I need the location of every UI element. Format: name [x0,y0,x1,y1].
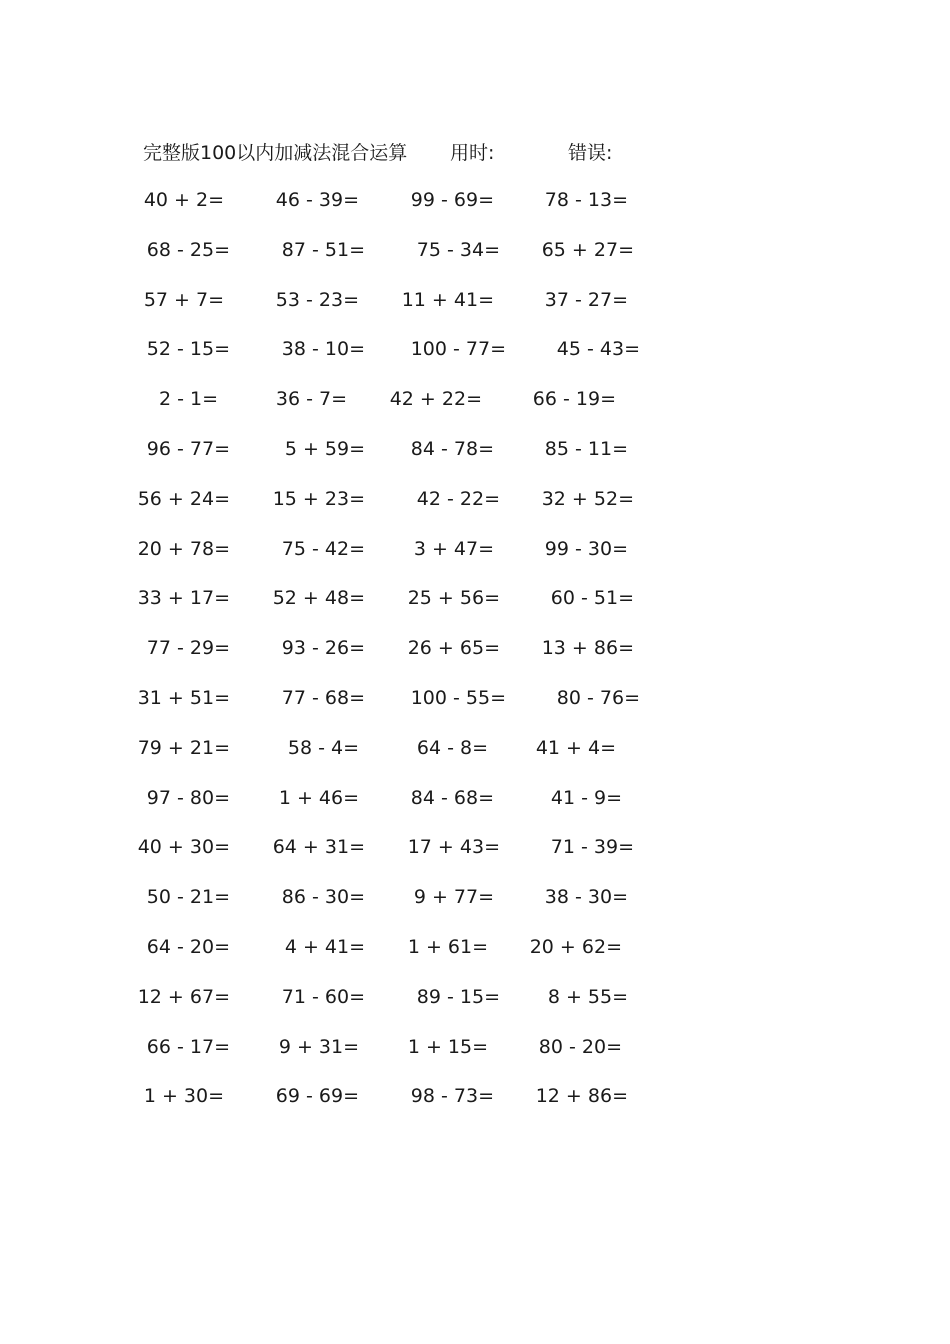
math-problem: 80 - 76= [556,687,640,709]
math-problem: 56 + 24= [137,488,230,510]
math-problem: 37 - 27= [544,289,628,311]
math-problem: 1 + 61= [407,936,488,958]
math-problem: 46 - 39= [275,189,359,211]
math-problem: 12 + 67= [137,986,230,1008]
math-problem: 75 - 34= [416,239,500,261]
math-problem: 38 - 10= [281,338,365,360]
math-problem: 17 + 43= [407,836,500,858]
math-problem: 80 - 20= [538,1036,622,1058]
math-problem: 84 - 68= [410,787,494,809]
math-problem: 100 - 55= [410,687,506,709]
math-problem: 66 - 19= [532,388,616,410]
math-problem: 25 + 56= [407,587,500,609]
math-problem: 26 + 65= [407,637,500,659]
math-problem: 69 - 69= [275,1085,359,1107]
math-problem: 79 + 21= [137,737,230,759]
math-problem: 52 + 48= [272,587,365,609]
math-problem: 53 - 23= [275,289,359,311]
math-problem: 52 - 15= [146,338,230,360]
math-problem: 40 + 30= [137,836,230,858]
math-problem: 97 - 80= [146,787,230,809]
math-problem: 1 + 15= [407,1036,488,1058]
math-problem: 71 - 39= [550,836,634,858]
math-problem: 33 + 17= [137,587,230,609]
math-problem: 5 + 59= [284,438,365,460]
math-problem: 71 - 60= [281,986,365,1008]
math-problem: 41 + 4= [535,737,616,759]
math-problem: 42 - 22= [416,488,500,510]
math-problem: 8 + 55= [547,986,628,1008]
math-problem: 64 - 8= [416,737,488,759]
math-problem: 3 + 47= [413,538,494,560]
math-problem: 9 + 31= [278,1036,359,1058]
math-problem: 20 + 78= [137,538,230,560]
math-problem: 2 - 1= [158,388,218,410]
math-problem: 64 - 20= [146,936,230,958]
math-problem: 77 - 68= [281,687,365,709]
math-problem: 13 + 86= [541,637,634,659]
math-problem: 96 - 77= [146,438,230,460]
math-problem: 41 - 9= [550,787,622,809]
math-problem: 1 + 30= [143,1085,224,1107]
math-problem: 87 - 51= [281,239,365,261]
math-problem: 38 - 30= [544,886,628,908]
math-problem: 57 + 7= [143,289,224,311]
math-problem: 84 - 78= [410,438,494,460]
math-problem: 9 + 77= [413,886,494,908]
math-problem: 36 - 7= [275,388,347,410]
math-problem: 77 - 29= [146,637,230,659]
time-label: 用时: [450,142,495,164]
math-problem: 100 - 77= [410,338,506,360]
math-problem: 93 - 26= [281,637,365,659]
math-problem: 98 - 73= [410,1085,494,1107]
math-problem: 89 - 15= [416,986,500,1008]
math-problem: 40 + 2= [143,189,224,211]
math-problem: 60 - 51= [550,587,634,609]
math-problem: 15 + 23= [272,488,365,510]
math-problem: 20 + 62= [529,936,622,958]
math-problem: 42 + 22= [389,388,482,410]
math-problem: 45 - 43= [556,338,640,360]
math-problem: 11 + 41= [401,289,494,311]
math-problem: 85 - 11= [544,438,628,460]
math-problem: 64 + 31= [272,836,365,858]
math-problem: 1 + 46= [278,787,359,809]
math-problem: 32 + 52= [541,488,634,510]
error-label: 错误: [568,142,613,164]
math-problem: 31 + 51= [137,687,230,709]
math-problem: 50 - 21= [146,886,230,908]
math-problem: 75 - 42= [281,538,365,560]
math-problem: 78 - 13= [544,189,628,211]
math-problem: 65 + 27= [541,239,634,261]
math-problem: 99 - 30= [544,538,628,560]
math-problem: 86 - 30= [281,886,365,908]
worksheet-title: 完整版100以内加减法混合运算 [143,142,408,164]
math-problem: 68 - 25= [146,239,230,261]
math-problem: 4 + 41= [284,936,365,958]
math-problem: 99 - 69= [410,189,494,211]
math-problem: 66 - 17= [146,1036,230,1058]
math-problem: 58 - 4= [287,737,359,759]
math-problem: 12 + 86= [535,1085,628,1107]
